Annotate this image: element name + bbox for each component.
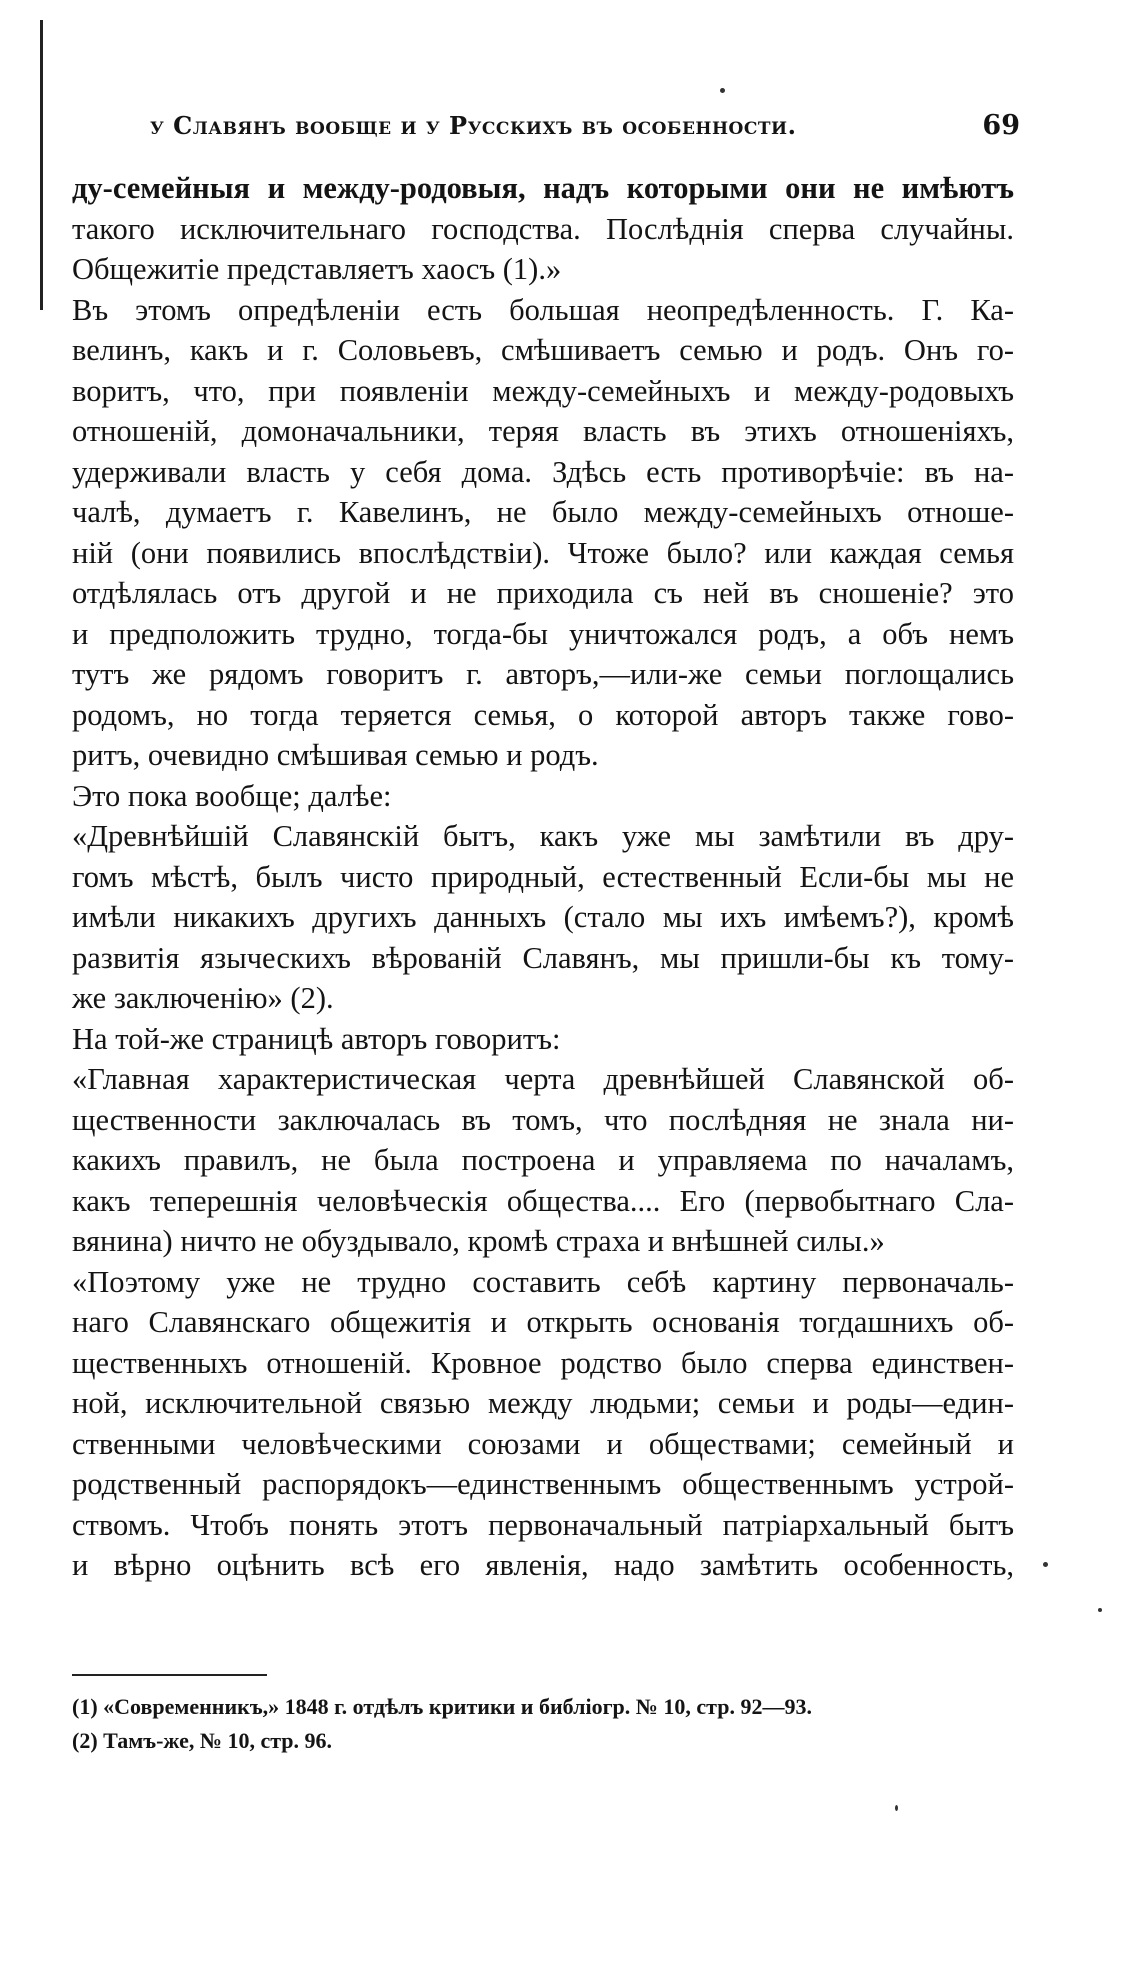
footnote-2: (2) Тамъ-же, № 10, стр. 96. [72,1728,333,1753]
text-line: воритъ, что, при появленіи между-семейныхъ и между-родовыхъ [72,373,1014,408]
print-speck [895,1805,898,1811]
text-line: развитія языческихъ вѣрованій Славянъ, мы пришли-бы къ тому- [72,940,1014,975]
text-line: гомъ мѣстѣ, былъ чисто природный, естественный Если-бы мы не [72,859,1014,894]
page-number: 69 [982,110,1020,141]
text-line: чалѣ, думаетъ г. Кавелинъ, не было между-семейныхъ отноше- [72,495,1014,529]
text-line: отношеній, домоначальники, теряя власть въ этихъ отношеніяхъ, [72,414,1014,448]
text-line: щественныхъ отношеній. Кровное родство было сперва единствен- [72,1345,1014,1380]
text-line: ду-семейныя и между-родовыя, надъ которыми они не имѣютъ [72,171,1014,205]
text-line: ствомъ. Чтобъ понять этотъ первоначальный патріархальный бытъ [72,1507,1014,1542]
footnotes [72,1690,972,1758]
page-header [150,110,1020,150]
body-text [72,168,1014,1586]
text-line: и вѣрно оцѣнить всѣ его явленія, надо замѣтить особенность, [72,1548,1014,1582]
text-line: же заключенію» (2). [72,981,334,1015]
text-line: ной, исключительной связью между людьми; семьи и роды—един- [72,1386,1014,1420]
text-line: какъ теперешнія человѣческія общества.... Его (первобытнаго Сла- [72,1183,1014,1218]
text-line: ній (они появились впослѣдствіи). Чтоже было? или каждая семья [72,535,1014,570]
text-line: ственными человѣческими союзами и обществами; семейный и [72,1426,1014,1461]
text-line: На той-же страницѣ авторъ говоритъ: [72,1021,561,1056]
text-line: Это пока вообще; далѣе: [72,778,392,813]
text-line: Въ этомъ опредѣленіи есть большая неопредѣленность. Г. Ка- [72,292,1014,327]
print-speck [1098,1608,1102,1612]
text-line: велинъ, какъ и г. Соловьевъ, смѣшиваетъ семью и родъ. Онъ го- [72,333,1014,367]
text-line: тутъ же рядомъ говоритъ г. авторъ,—или-же семьи поглощались [72,657,1014,691]
running-title: у Славянъ вообще и у Русскихъ въ особенности. [150,111,797,140]
text-line: такого исключительнаго господства. Послѣднія сперва случайны. [72,211,1014,246]
text-line: наго Славянскаго общежитія и открыть основанія тогдашнихъ об- [72,1305,1014,1339]
footnote-divider [72,1674,267,1676]
print-speck [720,88,725,93]
text-line: «Древнѣйшій Славянскій бытъ, какъ уже мы замѣтили въ дру- [72,819,1014,853]
text-line: вянина) ничто не обуздывало, кромѣ страха и внѣшней силы.» [72,1224,885,1258]
print-speck [1043,1562,1048,1567]
text-line: отдѣлялась отъ другой и не приходила съ ней въ сношеніе? это [72,576,1014,610]
text-line: «Главная характеристическая черта древнѣйшей Славянской об- [72,1062,1014,1096]
text-line: имѣли никакихъ другихъ данныхъ (стало мы ихъ имѣемъ?), кромѣ [72,900,1014,934]
footnote-1: (1) «Современникъ,» 1848 г. отдѣлъ критики и библіогр. № 10, стр. 92—93. [72,1694,812,1719]
text-line: какихъ правилъ, не была построена и управляема по началамъ, [72,1143,1014,1177]
text-line: ритъ, очевидно смѣшивая семью и родъ. [72,738,599,772]
text-line: и предположить трудно, тогда-бы уничтожался родъ, а объ немъ [72,616,1014,651]
text-line: родомъ, но тогда теряется семья, о которой авторъ также гово- [72,697,1014,732]
text-line: удерживали власть у себя дома. Здѣсь есть противорѣчіе: въ на- [72,454,1014,489]
text-line: «Поэтому уже не трудно составить себѣ картину первоначаль- [72,1264,1014,1299]
binding-edge-line [40,20,43,310]
text-line: щественности заключалась въ томъ, что послѣдняя не знала ни- [72,1102,1014,1137]
text-line: родственный распорядокъ—единственнымъ общественнымъ устрой- [72,1467,1014,1501]
text-line: Общежитіе представляетъ хаосъ (1).» [72,252,562,286]
